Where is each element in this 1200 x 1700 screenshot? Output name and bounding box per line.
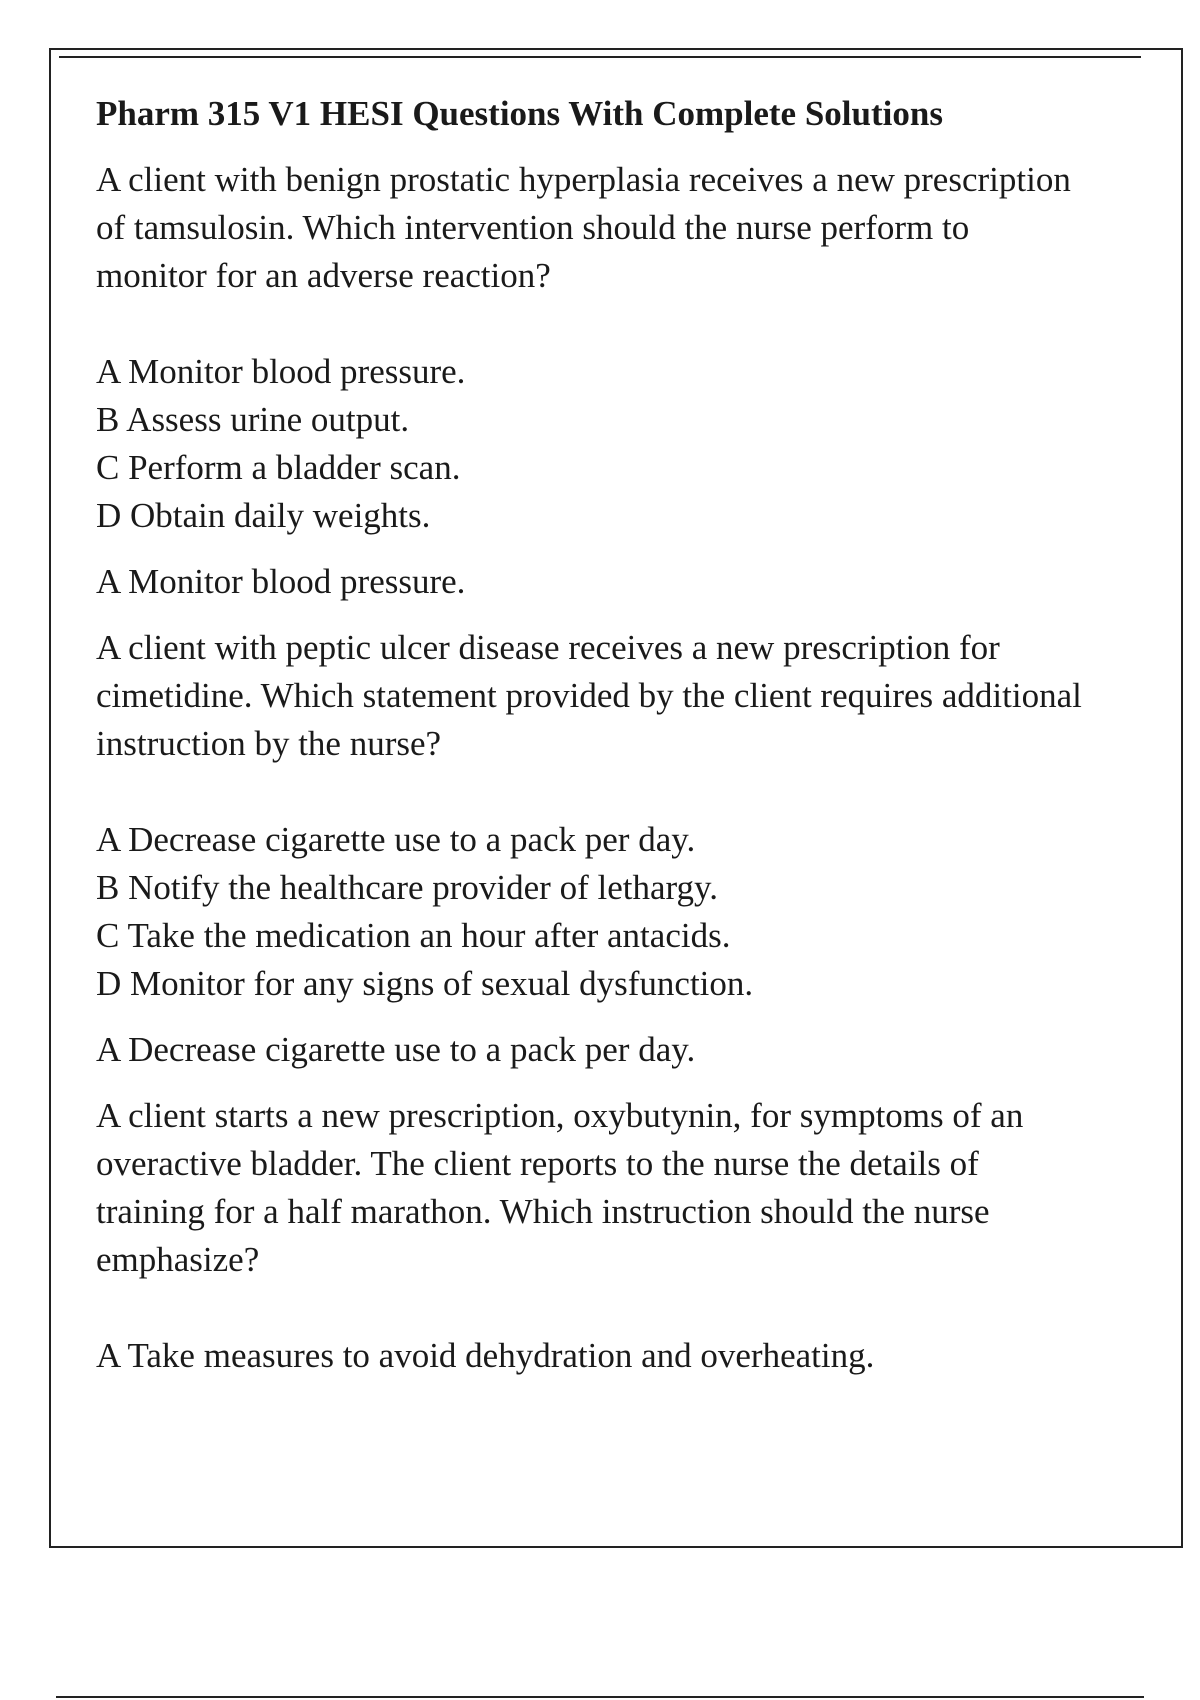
- question-block-2: [96, 624, 1086, 1074]
- bottom-rule: [56, 1696, 1144, 1698]
- document-content: [96, 90, 1086, 1398]
- option-c: C Perform a bladder scan.: [96, 448, 461, 487]
- question-prompt-2: A client with peptic ulcer disease receives a new prescription for cimetidine. Which statement provided by the client requires additional instruction by the nurse?: [96, 628, 1082, 763]
- question-prompt-3: A client starts a new prescription, oxybutynin, for symptoms of an overactive bladder. The client reports to the nurse the details of training for a half marathon. Which instruction should the nurse emphasize?: [96, 1096, 1024, 1279]
- question-block-3: [96, 1092, 1086, 1380]
- option-d: D Obtain daily weights.: [96, 496, 431, 535]
- answer-3: A Take measures to avoid dehydration and overheating.: [96, 1336, 875, 1375]
- option-c: C Take the medication an hour after antacids.: [96, 916, 731, 955]
- option-d: D Monitor for any signs of sexual dysfunction.: [96, 964, 754, 1003]
- document-title: Pharm 315 V1 HESI Questions With Complete Solutions: [96, 94, 943, 133]
- option-a: A Decrease cigarette use to a pack per day.: [96, 820, 696, 859]
- question-prompt-1: A client with benign prostatic hyperplasia receives a new prescription of tamsulosin. Which intervention should the nurse perform to monitor for an adverse reaction?: [96, 160, 1071, 295]
- option-b: B Assess urine output.: [96, 400, 410, 439]
- question-options-1: [96, 348, 1086, 540]
- top-rule: [59, 56, 1141, 58]
- option-a: A Monitor blood pressure.: [96, 352, 466, 391]
- question-options-2: [96, 816, 1086, 1008]
- answer-1: A Monitor blood pressure.: [96, 562, 466, 601]
- option-b: B Notify the healthcare provider of lethargy.: [96, 868, 719, 907]
- answer-2: A Decrease cigarette use to a pack per day.: [96, 1030, 696, 1069]
- question-block-1: [96, 156, 1086, 606]
